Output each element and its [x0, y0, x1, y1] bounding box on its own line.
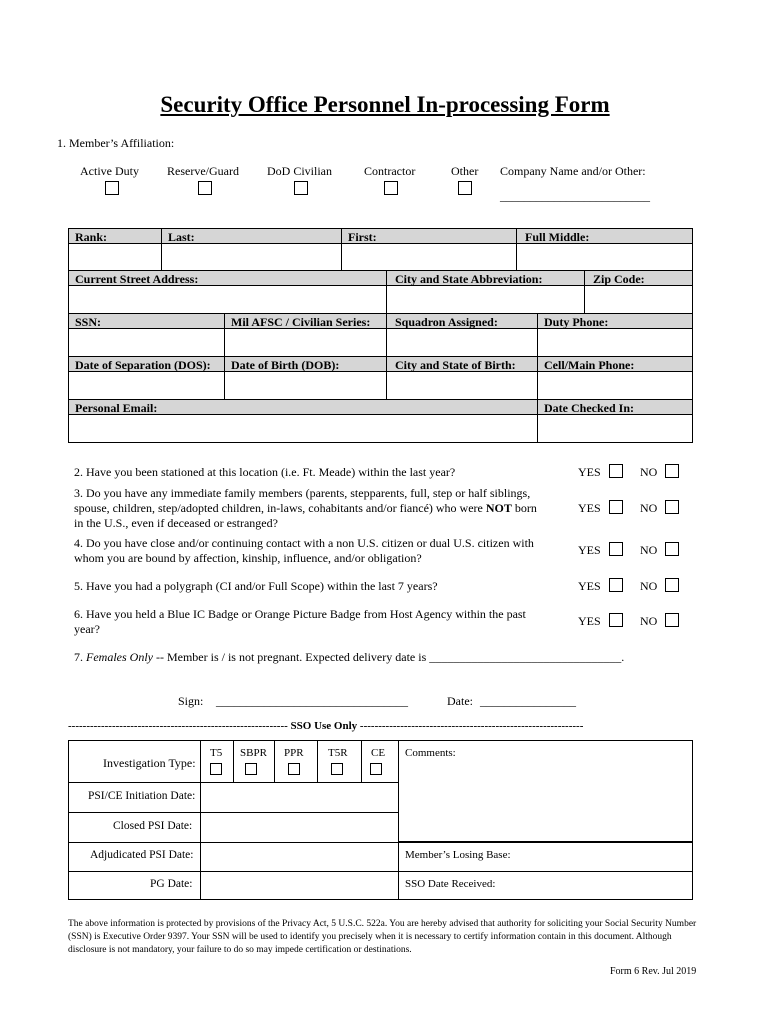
- type-sbpr-checkbox[interactable]: [245, 763, 257, 775]
- type-t5r-checkbox[interactable]: [331, 763, 343, 775]
- question-4-line-2: whom you are bound by affection, kinship, influence, and/or obligation?: [74, 551, 422, 565]
- city-state-header: City and State Abbreviation:: [386, 270, 585, 286]
- q2-no-checkbox[interactable]: [665, 464, 679, 478]
- question-2: 2. Have you been stationed at this location (i.e. Ft. Meade) within the last year?: [74, 465, 456, 479]
- question-3-not: NOT: [485, 501, 512, 515]
- q4-yes-label: YES: [578, 543, 601, 557]
- question-3-born: born: [511, 501, 537, 515]
- afsc-header: Mil AFSC / Civilian Series:: [224, 313, 387, 329]
- dos-field[interactable]: [68, 371, 225, 400]
- zip-field[interactable]: [584, 285, 693, 314]
- middle-name-header: Full Middle:: [516, 228, 693, 244]
- squadron-header: Squadron Assigned:: [386, 313, 538, 329]
- sso-date-received-label: SSO Date Received:: [405, 878, 496, 890]
- q3-no-checkbox[interactable]: [665, 500, 679, 514]
- birth-place-header: City and State of Birth:: [386, 356, 538, 372]
- type-sbpr-label: SBPR: [240, 747, 267, 759]
- date-label: Date:: [447, 694, 473, 708]
- dob-header: Date of Birth (DOB):: [224, 356, 387, 372]
- squadron-field[interactable]: [386, 328, 538, 357]
- rank-field[interactable]: [68, 243, 162, 271]
- question-5: 5. Have you had a polygraph (CI and/or Full Scope) within the last 7 years?: [74, 579, 438, 593]
- option-reserve-guard-label: Reserve/Guard: [167, 164, 239, 178]
- q3-no-label: NO: [640, 501, 658, 515]
- q2-yes-label: YES: [578, 465, 601, 479]
- city-state-field[interactable]: [386, 285, 585, 314]
- adjudicated-psi-field[interactable]: [200, 842, 399, 872]
- q6-no-label: NO: [640, 614, 658, 628]
- question-6-line-2: year?: [74, 622, 100, 636]
- question-7-text: -- Member is / is not pregnant. Expected delivery date is ________________________________.: [152, 650, 625, 664]
- q5-yes-label: YES: [578, 579, 601, 593]
- type-t5r-label: T5R: [328, 747, 348, 759]
- company-name-field[interactable]: _________________________: [500, 189, 650, 203]
- cell-phone-field[interactable]: [537, 371, 693, 400]
- q4-no-label: NO: [640, 543, 658, 557]
- contractor-checkbox[interactable]: [384, 181, 398, 195]
- last-name-field[interactable]: [161, 243, 342, 271]
- pg-date-field[interactable]: [200, 871, 399, 900]
- q5-yes-checkbox[interactable]: [609, 578, 623, 592]
- q4-no-checkbox[interactable]: [665, 542, 679, 556]
- question-7-females-only: Females Only: [86, 650, 153, 664]
- email-header: Personal Email:: [68, 399, 538, 415]
- option-active-duty-label: Active Duty: [80, 164, 139, 178]
- q3-yes-label: YES: [578, 501, 601, 515]
- q5-no-label: NO: [640, 579, 658, 593]
- sso-use-only-divider: ------------------------------------------------------------ SSO Use Only -------------------------------------------------------------: [68, 720, 584, 732]
- type-t5-label: T5: [210, 747, 223, 759]
- losing-base-label: Member’s Losing Base:: [405, 849, 511, 861]
- closed-psi-field[interactable]: [200, 812, 399, 843]
- duty-phone-header: Duty Phone:: [537, 313, 693, 329]
- ssn-field[interactable]: [68, 328, 225, 357]
- option-dod-civilian-label: DoD Civilian: [267, 164, 332, 178]
- question-7: [74, 650, 624, 665]
- sign-label: Sign:: [178, 694, 204, 708]
- adjudicated-psi-label: Adjudicated PSI Date:: [90, 849, 194, 861]
- question-3-line-2: [74, 501, 537, 516]
- type-ce-checkbox[interactable]: [370, 763, 382, 775]
- question-6-line-1: 6. Have you held a Blue IC Badge or Orange Picture Badge from Host Agency within the past: [74, 607, 526, 621]
- question-3-line-1: 3. Do you have any immediate family members (parents, stepparents, full, step or half siblings,: [74, 486, 531, 500]
- duty-phone-field[interactable]: [537, 328, 693, 357]
- address-field[interactable]: [68, 285, 387, 314]
- date-field[interactable]: ________________: [480, 694, 576, 708]
- affiliation-heading: 1. Member’s Affiliation:: [57, 136, 175, 150]
- q6-yes-checkbox[interactable]: [609, 613, 623, 627]
- privacy-act-statement: The above information is protected by provisions of the Privacy Act, 5 U.S.C. 522a. You are hereby advised that authority for soliciting your Social Security Number (SSN) is Executive Order 9397. Your SSN will be used to identify you precisely when it is necessary to certify information contain in this document. Although disclosure is not mandatory, your failure to do so may impede certification or destinations.: [68, 919, 697, 955]
- q4-yes-checkbox[interactable]: [609, 542, 623, 556]
- form-revision: Form 6 Rev. Jul 2019: [610, 966, 697, 977]
- q6-no-checkbox[interactable]: [665, 613, 679, 627]
- psi-ce-initiation-label: PSI/CE Initiation Date:: [88, 790, 196, 802]
- zip-header: Zip Code:: [584, 270, 693, 286]
- cell-phone-header: Cell/Main Phone:: [537, 356, 693, 372]
- signature-field[interactable]: ________________________________: [216, 694, 408, 708]
- closed-psi-label: Closed PSI Date:: [113, 820, 193, 832]
- q3-yes-checkbox[interactable]: [609, 500, 623, 514]
- active-duty-checkbox[interactable]: [105, 181, 119, 195]
- type-ppr-checkbox[interactable]: [288, 763, 300, 775]
- afsc-field[interactable]: [224, 328, 387, 357]
- dos-header: Date of Separation (DOS):: [68, 356, 225, 372]
- q5-no-checkbox[interactable]: [665, 578, 679, 592]
- address-header: Current Street Address:: [68, 270, 387, 286]
- reserve-guard-checkbox[interactable]: [198, 181, 212, 195]
- pg-date-label: PG Date:: [150, 878, 193, 890]
- type-ppr-label: PPR: [284, 747, 304, 759]
- type-t5-checkbox[interactable]: [210, 763, 222, 775]
- investigation-type-label: Investigation Type:: [103, 756, 196, 770]
- q2-no-label: NO: [640, 465, 658, 479]
- psi-ce-initiation-field[interactable]: [200, 782, 399, 813]
- option-other-label: Other: [451, 164, 479, 178]
- first-name-field[interactable]: [341, 243, 517, 271]
- ssn-header: SSN:: [68, 313, 225, 329]
- sso-table: [68, 740, 693, 900]
- middle-name-field[interactable]: [516, 243, 693, 271]
- question-4-line-1: 4. Do you have close and/or continuing contact with a non U.S. citizen or dual U.S. citizen with: [74, 536, 534, 550]
- comments-label: Comments:: [405, 747, 456, 759]
- other-checkbox[interactable]: [458, 181, 472, 195]
- option-contractor-label: Contractor: [364, 164, 416, 178]
- company-name-label: Company Name and/or Other:: [500, 164, 646, 178]
- date-checked-header: Date Checked In:: [537, 399, 693, 415]
- question-3-line-3: in the U.S., even if deceased or estranged?: [74, 516, 278, 530]
- dod-civilian-checkbox[interactable]: [294, 181, 308, 195]
- type-ce-label: CE: [371, 747, 386, 759]
- page-title: Security Office Personnel In-processing Form: [160, 92, 610, 117]
- last-name-header: Last:: [161, 228, 342, 244]
- q2-yes-checkbox[interactable]: [609, 464, 623, 478]
- dob-field[interactable]: [224, 371, 387, 400]
- question-7-number: 7.: [74, 650, 86, 664]
- first-name-header: First:: [341, 228, 517, 244]
- member-info-grid: [68, 228, 693, 443]
- email-field[interactable]: [68, 414, 538, 443]
- date-checked-field[interactable]: [537, 414, 693, 443]
- birth-place-field[interactable]: [386, 371, 538, 400]
- rank-header: Rank:: [68, 228, 162, 244]
- question-3-text: spouse, children, step/adopted children, in-laws, cohabitants and/or fiancé) who were: [74, 501, 486, 515]
- q6-yes-label: YES: [578, 614, 601, 628]
